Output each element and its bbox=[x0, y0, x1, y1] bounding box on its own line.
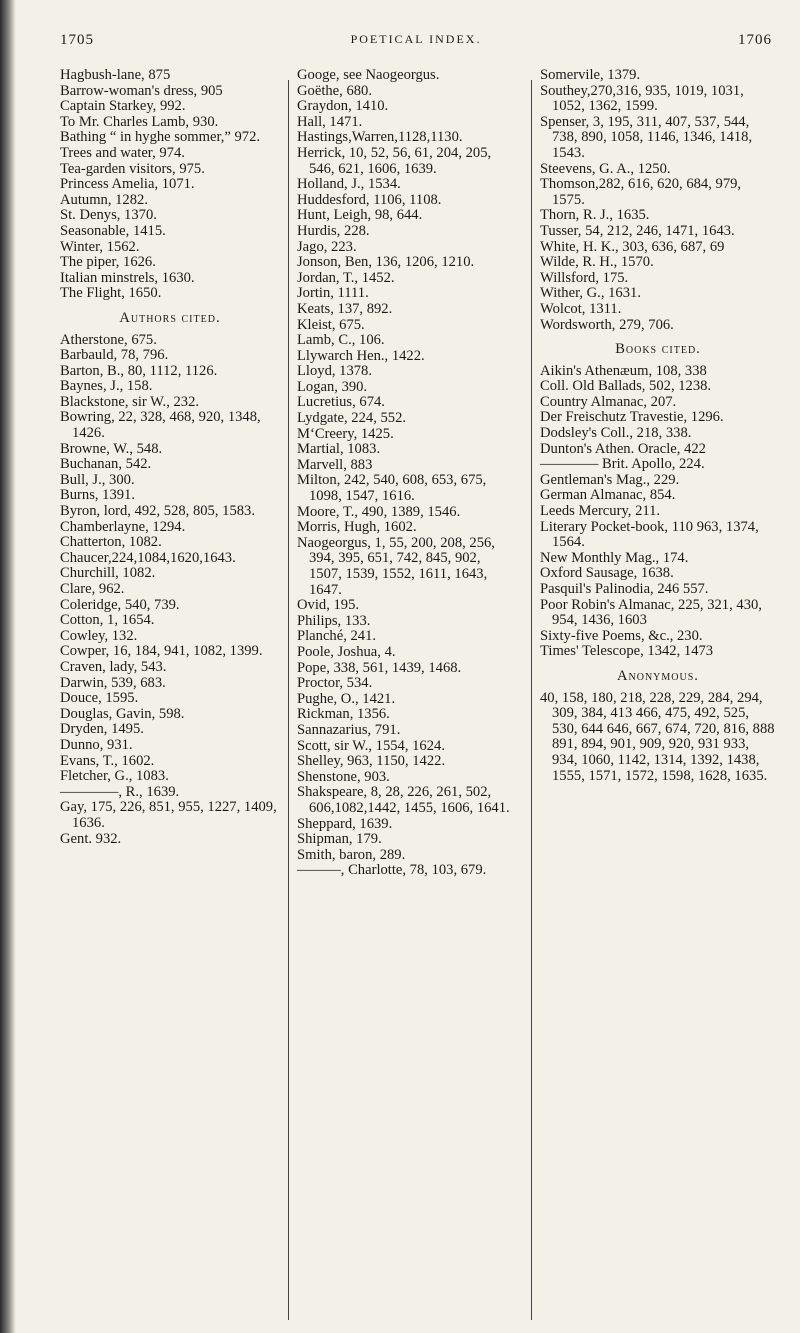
index-entry: Sannazarius, 791. bbox=[297, 721, 401, 738]
index-entry: The Flight, 1650. bbox=[60, 285, 162, 302]
index-entry: Morris, Hugh, 1602. bbox=[297, 519, 417, 536]
index-column-3 bbox=[540, 68, 776, 784]
index-entry: Burns, 1391. bbox=[60, 487, 135, 504]
index-entry: Bathing “ in hyghe sommer,” 972. bbox=[60, 129, 261, 146]
index-entry: Chamberlayne, 1294. bbox=[60, 518, 186, 535]
index-entry: Byron, lord, 492, 528, 805, 1583. bbox=[60, 503, 255, 520]
index-entry: Evans, T., 1602. bbox=[60, 752, 155, 769]
index-entry: Coleridge, 540, 739. bbox=[60, 596, 180, 613]
index-entry: Italian minstrels, 1630. bbox=[60, 269, 195, 286]
index-entry: Tusser, 54, 212, 246, 1471, 1643. bbox=[540, 222, 735, 239]
index-entry: Clare, 962. bbox=[60, 581, 125, 597]
index-entry: Llywarch Hen., 1422. bbox=[297, 347, 425, 364]
index-entry: Atherstone, 675. bbox=[60, 331, 157, 348]
index-entry: Pope, 338, 561, 1439, 1468. bbox=[297, 659, 462, 676]
index-entry: Shipman, 179. bbox=[297, 831, 382, 848]
page-header bbox=[60, 32, 772, 54]
index-entry: Jago, 223. bbox=[297, 238, 357, 255]
index-entry: Darwin, 539, 683. bbox=[60, 674, 166, 691]
index-entry: Shelley, 963, 1150, 1422. bbox=[297, 753, 446, 770]
index-entry: Cowper, 16, 184, 941, 1082, 1399. bbox=[60, 643, 263, 660]
index-entry: Blackstone, sir W., 232. bbox=[60, 393, 200, 410]
index-entry: Gent. 932. bbox=[60, 830, 122, 847]
index-entry: Sheppard, 1639. bbox=[297, 815, 393, 832]
index-entry: Dunno, 931. bbox=[60, 736, 133, 753]
index-entry: Coll. Old Ballads, 502, 1238. bbox=[540, 378, 712, 395]
index-entry: Aikin's Athenæum, 108, 338 bbox=[540, 362, 707, 379]
index-entry: Lucretius, 674. bbox=[297, 394, 385, 411]
index-entry: Lloyd, 1378. bbox=[297, 363, 372, 380]
index-entry: Planché, 241. bbox=[297, 628, 377, 645]
index-entry: ———— Brit. Apollo, 224. bbox=[540, 456, 705, 473]
index-entry: Thomson,282, 616, 620, 684, 979, 1575. bbox=[540, 176, 742, 208]
index-entry: Kleist, 675. bbox=[297, 316, 365, 333]
index-entry: The piper, 1626. bbox=[60, 254, 156, 271]
index-entry: Jortin, 1111. bbox=[297, 285, 369, 302]
index-entry: 40, 158, 180, 218, 228, 229, 284, 294, 309, 384, 413 466, 475, 492, 525, 530, 644 646, 667, 674, 720, 816, 888 891, 894, 901, 909, 920, 931 933, 934, 1060, 1142, 1314, 1392, 1438, 1555, 1571, 1572, 1598, 1628, 1635. bbox=[540, 689, 775, 784]
index-entry: Country Almanac, 207. bbox=[540, 393, 677, 410]
index-entry: Shenstone, 903. bbox=[297, 768, 390, 785]
index-entry: Southey,270,316, 935, 1019, 1031, 1052, 1362, 1599. bbox=[540, 82, 744, 115]
index-entry: Seasonable, 1415. bbox=[60, 222, 166, 239]
index-entry: Der Freischutz Travestie, 1296. bbox=[540, 409, 724, 426]
index-entry: Lamb, C., 106. bbox=[297, 332, 385, 349]
index-entry: Huddesford, 1106, 1108. bbox=[297, 191, 442, 208]
index-entry: Bowring, 22, 328, 468, 920, 1348, 1426. bbox=[60, 409, 261, 442]
right-page-number: 1706 bbox=[738, 32, 772, 48]
index-entry: Shakspeare, 8, 28, 226, 261, 502, 606,1082,1442, 1455, 1606, 1641. bbox=[297, 784, 510, 816]
section-heading: Authors cited. bbox=[119, 309, 221, 326]
index-entry: Tea-garden visitors, 975. bbox=[60, 160, 205, 177]
index-entry: Milton, 242, 540, 608, 653, 675, 1098, 1547, 1616. bbox=[297, 472, 487, 505]
index-entry: Barbauld, 78, 796. bbox=[60, 347, 169, 364]
index-entry: Hunt, Leigh, 98, 644. bbox=[297, 207, 423, 224]
index-entry: Dryden, 1495. bbox=[60, 721, 144, 738]
index-entry: Wilde, R. H., 1570. bbox=[540, 254, 654, 271]
index-entry: Naogeorgus, 1, 55, 200, 208, 256, 394, 395, 651, 742, 845, 902, 1507, 1539, 1552, 1611, 1643, 1647. bbox=[297, 534, 495, 598]
index-entry: Logan, 390. bbox=[297, 378, 368, 395]
index-entry: Thorn, R. J., 1635. bbox=[540, 207, 650, 224]
index-column-1 bbox=[60, 68, 280, 847]
index-entry: Holland, J., 1534. bbox=[297, 176, 401, 193]
index-entry: Chaucer,224,1084,1620,1643. bbox=[60, 549, 236, 566]
index-entry: Barrow-woman's dress, 905 bbox=[60, 82, 223, 99]
index-entry: Bull, J., 300. bbox=[60, 471, 135, 488]
index-entry: Moore, T., 490, 1389, 1546. bbox=[297, 503, 461, 520]
index-column-2 bbox=[297, 68, 515, 879]
index-entry: Graydon, 1410. bbox=[297, 98, 389, 115]
index-entry: Rickman, 1356. bbox=[297, 706, 390, 723]
index-entry: Leeds Mercury, 211. bbox=[540, 503, 661, 520]
index-entry: White, H. K., 303, 636, 687, 69 bbox=[540, 238, 725, 255]
index-entry: Hastings,Warren,1128,1130. bbox=[297, 129, 463, 146]
section-heading: Books cited. bbox=[615, 341, 701, 358]
index-entry: Barton, B., 80, 1112, 1126. bbox=[60, 362, 218, 379]
column-rule-1 bbox=[288, 80, 289, 1320]
index-entry: Googe, see Naogeorgus. bbox=[297, 67, 440, 83]
index-entry: Cowley, 132. bbox=[60, 627, 138, 644]
index-entry: Steevens, G. A., 1250. bbox=[540, 160, 671, 177]
index-entry: To Mr. Charles Lamb, 930. bbox=[60, 113, 219, 130]
index-entry: Pasquil's Palinodia, 246 557. bbox=[540, 581, 709, 597]
index-entry: Ovid, 195. bbox=[297, 597, 360, 614]
index-entry: Smith, baron, 289. bbox=[297, 846, 406, 863]
index-entry: Churchill, 1082. bbox=[60, 565, 156, 582]
index-entry: Fletcher, G., 1083. bbox=[60, 768, 169, 785]
index-entry: Goëthe, 680. bbox=[297, 82, 372, 99]
index-entry: Oxford Sausage, 1638. bbox=[540, 565, 674, 582]
index-entry: Wolcot, 1311. bbox=[540, 300, 622, 317]
index-entry: ————, R., 1639. bbox=[60, 783, 180, 800]
index-entry: Proctor, 534. bbox=[297, 675, 373, 692]
index-entry: Baynes, J., 158. bbox=[60, 378, 153, 395]
index-entry: Hagbush-lane, 875 bbox=[60, 67, 171, 83]
index-entry: Lydgate, 224, 552. bbox=[297, 410, 407, 427]
index-entry: Douglas, Gavin, 598. bbox=[60, 705, 185, 722]
index-entry: ———, Charlotte, 78, 103, 679. bbox=[297, 862, 487, 879]
index-entry: Trees and water, 974. bbox=[60, 144, 185, 161]
index-entry: German Almanac, 854. bbox=[540, 487, 676, 504]
index-entry: Scott, sir W., 1554, 1624. bbox=[297, 737, 445, 754]
index-entry: Times' Telescope, 1342, 1473 bbox=[540, 643, 714, 660]
running-title: POETICAL INDEX. bbox=[350, 32, 482, 46]
index-entry: Jordan, T., 1452. bbox=[297, 269, 395, 286]
index-entry: Chatterton, 1082. bbox=[60, 534, 162, 551]
index-entry: Wordsworth, 279, 706. bbox=[540, 316, 674, 333]
index-entry: Literary Pocket-book, 110 963, 1374, 1564. bbox=[540, 518, 759, 551]
index-entry: Willsford, 175. bbox=[540, 269, 629, 286]
index-entry: Marvell, 883 bbox=[297, 456, 373, 473]
index-entry: Browne, W., 548. bbox=[60, 440, 163, 457]
index-entry: St. Denys, 1370. bbox=[60, 207, 157, 224]
index-entry: Sixty-five Poems, &c., 230. bbox=[540, 627, 703, 644]
index-entry: Spenser, 3, 195, 311, 407, 537, 544, 738, 890, 1058, 1146, 1346, 1418, 1543. bbox=[540, 113, 753, 161]
index-entry: Captain Starkey, 992. bbox=[60, 98, 186, 115]
index-entry: Dodsley's Coll., 218, 338. bbox=[540, 425, 692, 442]
index-entry: Pughe, O., 1421. bbox=[297, 690, 396, 707]
index-entry: Jonson, Ben, 136, 1206, 1210. bbox=[297, 254, 475, 271]
index-entry: M‘Creery, 1425. bbox=[297, 425, 394, 442]
index-entry: Dunton's Athen. Oracle, 422 bbox=[540, 440, 706, 457]
index-entry: Hall, 1471. bbox=[297, 113, 363, 130]
left-page-number: 1705 bbox=[60, 32, 94, 48]
index-entry: Buchanan, 542. bbox=[60, 456, 152, 473]
index-entry: Princess Amelia, 1071. bbox=[60, 176, 195, 193]
index-entry: Poor Robin's Almanac, 225, 321, 430, 954, 1436, 1603 bbox=[540, 596, 762, 629]
section-heading: Anonymous. bbox=[617, 667, 699, 684]
index-entry: Craven, lady, 543. bbox=[60, 658, 167, 675]
index-entry: Keats, 137, 892. bbox=[297, 300, 393, 317]
index-entry: Gentleman's Mag., 229. bbox=[540, 471, 680, 488]
index-entry: Poole, Joshua, 4. bbox=[297, 643, 396, 660]
index-entry: New Monthly Mag., 174. bbox=[540, 549, 689, 566]
index-entry: Somervile, 1379. bbox=[540, 67, 641, 83]
index-entry: Gay, 175, 226, 851, 955, 1227, 1409, 1636. bbox=[60, 799, 277, 831]
index-entry: Douce, 1595. bbox=[60, 690, 139, 707]
index-entry: Philips, 133. bbox=[297, 612, 371, 629]
index-entry: Cotton, 1, 1654. bbox=[60, 612, 155, 629]
index-entry: Autumn, 1282. bbox=[60, 191, 148, 208]
index-entry: Martial, 1083. bbox=[297, 441, 381, 458]
index-entry: Hurdis, 228. bbox=[297, 222, 370, 239]
column-rule-2 bbox=[531, 80, 532, 1320]
book-binding-edge bbox=[0, 0, 16, 1333]
index-entry: Winter, 1562. bbox=[60, 238, 140, 255]
index-entry: Herrick, 10, 52, 56, 61, 204, 205, 546, 621, 1606, 1639. bbox=[297, 144, 492, 177]
index-entry: Wither, G., 1631. bbox=[540, 285, 641, 302]
